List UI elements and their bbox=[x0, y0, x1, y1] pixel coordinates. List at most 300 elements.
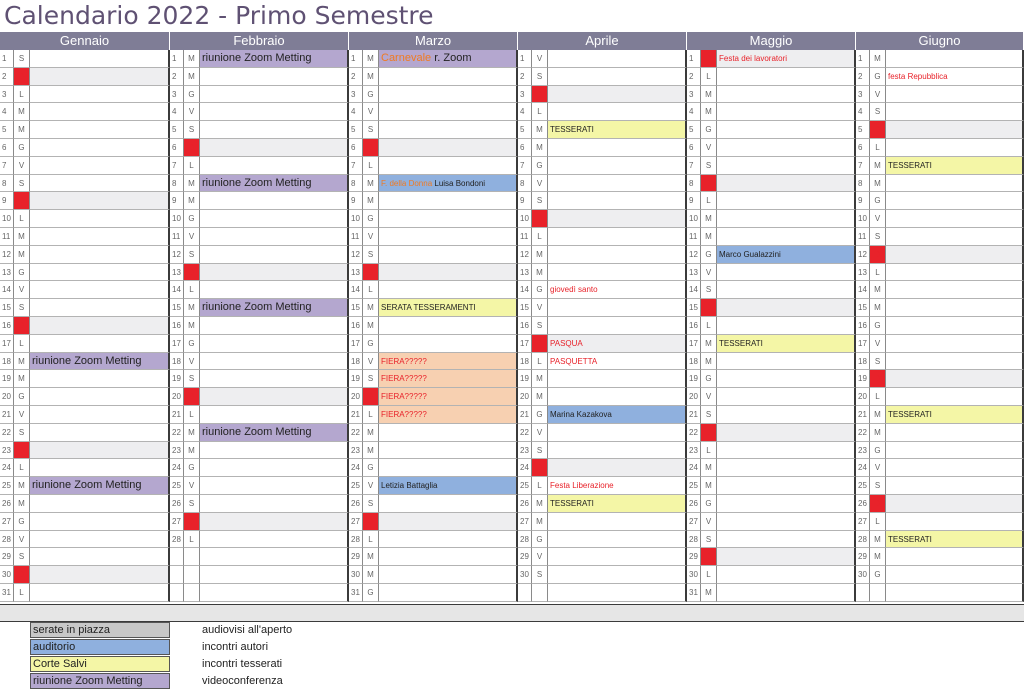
weekday-letter bbox=[870, 584, 886, 602]
day-number: 26 bbox=[349, 495, 363, 513]
event-text: FIERA????? bbox=[381, 356, 427, 366]
event-text: FIERA????? bbox=[381, 374, 427, 384]
weekday-letter: M bbox=[532, 388, 548, 406]
weekday-letter: M bbox=[363, 50, 379, 68]
day-cell[interactable] bbox=[548, 584, 687, 602]
event-cell[interactable] bbox=[548, 477, 687, 495]
day-cell[interactable] bbox=[548, 370, 687, 388]
weekday-letter: M bbox=[701, 335, 717, 353]
day-cell[interactable] bbox=[717, 406, 856, 424]
day-cell[interactable] bbox=[548, 299, 687, 317]
day-cell[interactable] bbox=[200, 192, 349, 210]
day-number: 16 bbox=[856, 317, 870, 335]
weekday-letter: M bbox=[14, 477, 30, 495]
day-cell[interactable] bbox=[548, 531, 687, 549]
day-cell[interactable] bbox=[886, 121, 1024, 139]
day-cell[interactable] bbox=[30, 566, 170, 584]
day-cell[interactable] bbox=[548, 86, 687, 104]
weekday-letter: M bbox=[532, 139, 548, 157]
weekday-letter: M bbox=[701, 103, 717, 121]
day-cell[interactable] bbox=[548, 459, 687, 477]
day-number: 4 bbox=[170, 103, 184, 121]
day-cell[interactable] bbox=[717, 86, 856, 104]
day-number: 19 bbox=[687, 370, 701, 388]
day-cell[interactable] bbox=[30, 103, 170, 121]
day-number: 27 bbox=[349, 513, 363, 531]
day-cell[interactable] bbox=[886, 495, 1024, 513]
event-cell[interactable] bbox=[717, 335, 856, 353]
day-cell[interactable] bbox=[379, 121, 518, 139]
day-cell[interactable] bbox=[886, 584, 1024, 602]
day-cell[interactable] bbox=[379, 459, 518, 477]
day-cell[interactable] bbox=[717, 175, 856, 193]
day-cell[interactable] bbox=[717, 353, 856, 371]
weekday-letter: S bbox=[532, 566, 548, 584]
event-cell[interactable] bbox=[200, 175, 349, 193]
day-cell[interactable] bbox=[548, 566, 687, 584]
day-number: 29 bbox=[349, 548, 363, 566]
day-cell[interactable] bbox=[200, 228, 349, 246]
day-cell[interactable] bbox=[30, 121, 170, 139]
weekday-letter: S bbox=[701, 531, 717, 549]
day-cell[interactable] bbox=[200, 388, 349, 406]
day-number: 2 bbox=[687, 68, 701, 86]
weekday-letter: V bbox=[14, 157, 30, 175]
weekday-letter: S bbox=[14, 424, 30, 442]
day-cell[interactable] bbox=[379, 86, 518, 104]
day-number: 17 bbox=[170, 335, 184, 353]
day-cell[interactable] bbox=[717, 264, 856, 282]
day-cell[interactable] bbox=[717, 281, 856, 299]
day-cell[interactable] bbox=[30, 281, 170, 299]
event-cell[interactable] bbox=[200, 299, 349, 317]
day-cell[interactable] bbox=[717, 459, 856, 477]
event-text: PASQUA bbox=[550, 338, 583, 348]
day-cell[interactable] bbox=[200, 566, 349, 584]
event-cell[interactable] bbox=[379, 175, 518, 193]
day-number: 1 bbox=[518, 50, 532, 68]
weekday-letter: V bbox=[14, 406, 30, 424]
weekday-letter: M bbox=[363, 299, 379, 317]
day-cell[interactable] bbox=[886, 353, 1024, 371]
weekday-letter: M bbox=[363, 442, 379, 460]
weekday-letter: V bbox=[532, 424, 548, 442]
event-cell[interactable] bbox=[548, 353, 687, 371]
day-cell[interactable] bbox=[379, 442, 518, 460]
day-number: 27 bbox=[687, 513, 701, 531]
event-cell[interactable] bbox=[548, 495, 687, 513]
event-text: TESSERATI bbox=[550, 125, 594, 135]
day-cell[interactable] bbox=[200, 353, 349, 371]
day-cell[interactable] bbox=[548, 264, 687, 282]
event-cell[interactable] bbox=[548, 335, 687, 353]
day-number: 26 bbox=[518, 495, 532, 513]
day-cell[interactable] bbox=[379, 139, 518, 157]
day-number: 15 bbox=[349, 299, 363, 317]
event-cell[interactable] bbox=[548, 406, 687, 424]
day-cell[interactable] bbox=[30, 139, 170, 157]
day-cell[interactable] bbox=[379, 264, 518, 282]
event-cell[interactable] bbox=[886, 406, 1024, 424]
day-cell[interactable] bbox=[886, 335, 1024, 353]
day-number: 21 bbox=[856, 406, 870, 424]
day-cell[interactable] bbox=[30, 210, 170, 228]
weekday-letter: L bbox=[701, 566, 717, 584]
day-number: 7 bbox=[170, 157, 184, 175]
day-cell[interactable] bbox=[200, 459, 349, 477]
day-cell[interactable] bbox=[30, 157, 170, 175]
day-number: 24 bbox=[0, 459, 14, 477]
day-number: 11 bbox=[518, 228, 532, 246]
day-cell[interactable] bbox=[548, 210, 687, 228]
day-cell[interactable] bbox=[379, 424, 518, 442]
day-cell[interactable] bbox=[717, 103, 856, 121]
day-cell[interactable] bbox=[30, 299, 170, 317]
day-cell[interactable] bbox=[200, 406, 349, 424]
day-cell[interactable] bbox=[200, 139, 349, 157]
day-cell[interactable] bbox=[30, 192, 170, 210]
day-cell[interactable] bbox=[200, 548, 349, 566]
event-cell[interactable] bbox=[379, 353, 518, 371]
weekday-letter bbox=[184, 584, 200, 602]
legend-description: videoconferenza bbox=[202, 675, 283, 687]
day-cell[interactable] bbox=[30, 513, 170, 531]
day-cell[interactable] bbox=[379, 68, 518, 86]
day-cell[interactable] bbox=[379, 157, 518, 175]
weekday-letter: G bbox=[701, 121, 717, 139]
weekday-letter: M bbox=[14, 370, 30, 388]
event-cell[interactable] bbox=[379, 388, 518, 406]
day-number: 19 bbox=[349, 370, 363, 388]
weekday-letter: V bbox=[701, 513, 717, 531]
day-cell[interactable] bbox=[886, 442, 1024, 460]
day-number: 4 bbox=[349, 103, 363, 121]
day-cell[interactable] bbox=[379, 531, 518, 549]
day-cell[interactable] bbox=[717, 228, 856, 246]
day-cell[interactable] bbox=[717, 210, 856, 228]
weekday-letter: L bbox=[363, 531, 379, 549]
day-number bbox=[170, 566, 184, 584]
day-number: 4 bbox=[687, 103, 701, 121]
day-cell[interactable] bbox=[200, 246, 349, 264]
day-cell[interactable] bbox=[886, 86, 1024, 104]
day-cell[interactable] bbox=[717, 192, 856, 210]
day-cell[interactable] bbox=[200, 335, 349, 353]
day-cell[interactable] bbox=[886, 50, 1024, 68]
day-cell[interactable] bbox=[30, 495, 170, 513]
weekday-letter: D bbox=[532, 210, 548, 228]
event-cell[interactable] bbox=[379, 370, 518, 388]
day-cell[interactable] bbox=[379, 584, 518, 602]
weekday-letter: V bbox=[870, 86, 886, 104]
day-cell[interactable] bbox=[30, 228, 170, 246]
day-cell[interactable] bbox=[886, 228, 1024, 246]
day-cell[interactable] bbox=[200, 495, 349, 513]
day-cell[interactable] bbox=[548, 103, 687, 121]
day-cell[interactable] bbox=[548, 548, 687, 566]
day-cell[interactable] bbox=[200, 281, 349, 299]
legend-label: auditorio bbox=[30, 639, 170, 655]
day-cell[interactable] bbox=[717, 495, 856, 513]
day-cell[interactable] bbox=[886, 548, 1024, 566]
day-cell[interactable] bbox=[200, 442, 349, 460]
day-cell[interactable] bbox=[30, 86, 170, 104]
event-cell[interactable] bbox=[379, 299, 518, 317]
day-number: 23 bbox=[856, 442, 870, 460]
weekday-letter: V bbox=[532, 50, 548, 68]
day-cell[interactable] bbox=[548, 317, 687, 335]
day-number: 14 bbox=[0, 281, 14, 299]
weekday-letter: L bbox=[532, 228, 548, 246]
weekday-letter: V bbox=[184, 353, 200, 371]
day-cell[interactable] bbox=[379, 335, 518, 353]
weekday-letter: L bbox=[184, 157, 200, 175]
day-cell[interactable] bbox=[379, 495, 518, 513]
day-cell[interactable] bbox=[717, 424, 856, 442]
day-cell[interactable] bbox=[30, 442, 170, 460]
event-text: Marco Gualazzini bbox=[719, 249, 781, 259]
day-cell[interactable] bbox=[548, 139, 687, 157]
day-cell[interactable] bbox=[717, 370, 856, 388]
event-cell[interactable] bbox=[30, 477, 170, 495]
day-cell[interactable] bbox=[379, 228, 518, 246]
day-cell[interactable] bbox=[717, 584, 856, 602]
weekday-letter: M bbox=[870, 50, 886, 68]
day-cell[interactable] bbox=[200, 513, 349, 531]
weekday-letter: M bbox=[363, 566, 379, 584]
weekday-letter: V bbox=[184, 477, 200, 495]
day-cell[interactable] bbox=[717, 317, 856, 335]
day-cell[interactable] bbox=[200, 264, 349, 282]
day-cell[interactable] bbox=[30, 335, 170, 353]
day-number: 22 bbox=[687, 424, 701, 442]
day-cell[interactable] bbox=[200, 531, 349, 549]
day-cell[interactable] bbox=[886, 566, 1024, 584]
day-number: 8 bbox=[856, 175, 870, 193]
day-number: 15 bbox=[170, 299, 184, 317]
day-cell[interactable] bbox=[379, 246, 518, 264]
event-cell[interactable] bbox=[886, 157, 1024, 175]
day-cell[interactable] bbox=[379, 281, 518, 299]
day-cell[interactable] bbox=[200, 68, 349, 86]
day-cell[interactable] bbox=[30, 548, 170, 566]
day-number: 16 bbox=[170, 317, 184, 335]
day-cell[interactable] bbox=[200, 317, 349, 335]
event-cell[interactable] bbox=[379, 50, 518, 68]
day-cell[interactable] bbox=[886, 388, 1024, 406]
day-cell[interactable] bbox=[886, 192, 1024, 210]
day-cell[interactable] bbox=[886, 210, 1024, 228]
weekday-letter: M bbox=[870, 424, 886, 442]
day-cell[interactable] bbox=[717, 477, 856, 495]
event-cell[interactable] bbox=[548, 281, 687, 299]
day-number: 3 bbox=[856, 86, 870, 104]
weekday-letter: D bbox=[184, 264, 200, 282]
day-number: 24 bbox=[349, 459, 363, 477]
day-cell[interactable] bbox=[717, 548, 856, 566]
day-cell[interactable] bbox=[886, 513, 1024, 531]
day-cell[interactable] bbox=[548, 246, 687, 264]
event-cell[interactable] bbox=[717, 50, 856, 68]
day-number: 19 bbox=[856, 370, 870, 388]
event-cell[interactable] bbox=[548, 121, 687, 139]
day-number: 21 bbox=[0, 406, 14, 424]
day-cell[interactable] bbox=[717, 566, 856, 584]
day-cell[interactable] bbox=[717, 121, 856, 139]
weekday-letter: L bbox=[14, 335, 30, 353]
day-number: 28 bbox=[170, 531, 184, 549]
weekday-letter: M bbox=[870, 281, 886, 299]
day-cell[interactable] bbox=[200, 477, 349, 495]
event-cell[interactable] bbox=[379, 406, 518, 424]
weekday-letter: G bbox=[14, 513, 30, 531]
event-cell[interactable] bbox=[200, 424, 349, 442]
day-cell[interactable] bbox=[379, 103, 518, 121]
day-cell[interactable] bbox=[379, 548, 518, 566]
day-cell[interactable] bbox=[30, 264, 170, 282]
weekday-letter: G bbox=[184, 210, 200, 228]
event-cell[interactable] bbox=[379, 477, 518, 495]
day-cell[interactable] bbox=[717, 68, 856, 86]
day-cell[interactable] bbox=[548, 442, 687, 460]
day-cell[interactable] bbox=[886, 477, 1024, 495]
day-cell[interactable] bbox=[200, 121, 349, 139]
weekday-letter: V bbox=[870, 335, 886, 353]
day-cell[interactable] bbox=[717, 388, 856, 406]
day-cell[interactable] bbox=[379, 210, 518, 228]
day-cell[interactable] bbox=[30, 584, 170, 602]
day-number: 28 bbox=[0, 531, 14, 549]
weekday-letter: M bbox=[532, 264, 548, 282]
weekday-letter: L bbox=[184, 406, 200, 424]
weekday-letter: L bbox=[184, 531, 200, 549]
day-number: 1 bbox=[856, 50, 870, 68]
weekday-letter: L bbox=[14, 584, 30, 602]
weekday-letter: L bbox=[701, 442, 717, 460]
day-cell[interactable] bbox=[30, 68, 170, 86]
day-cell[interactable] bbox=[200, 584, 349, 602]
weekday-letter: L bbox=[363, 157, 379, 175]
day-number: 27 bbox=[170, 513, 184, 531]
day-cell[interactable] bbox=[30, 388, 170, 406]
day-cell[interactable] bbox=[548, 157, 687, 175]
day-cell[interactable] bbox=[717, 442, 856, 460]
day-cell[interactable] bbox=[30, 317, 170, 335]
day-cell[interactable] bbox=[30, 370, 170, 388]
day-cell[interactable] bbox=[717, 157, 856, 175]
day-number: 28 bbox=[518, 531, 532, 549]
day-cell[interactable] bbox=[886, 317, 1024, 335]
day-cell[interactable] bbox=[717, 139, 856, 157]
weekday-letter: D bbox=[184, 388, 200, 406]
weekday-letter bbox=[532, 584, 548, 602]
day-cell[interactable] bbox=[200, 210, 349, 228]
day-cell[interactable] bbox=[717, 513, 856, 531]
day-cell[interactable] bbox=[886, 103, 1024, 121]
day-cell[interactable] bbox=[886, 424, 1024, 442]
day-cell[interactable] bbox=[30, 175, 170, 193]
event-cell[interactable] bbox=[886, 531, 1024, 549]
event-text: TESSERATI bbox=[719, 338, 763, 348]
day-number: 28 bbox=[856, 531, 870, 549]
day-cell[interactable] bbox=[548, 228, 687, 246]
day-cell[interactable] bbox=[886, 459, 1024, 477]
event-cell[interactable] bbox=[886, 68, 1024, 86]
day-cell[interactable] bbox=[30, 246, 170, 264]
day-number: 10 bbox=[518, 210, 532, 228]
weekday-letter: S bbox=[184, 246, 200, 264]
weekday-letter: G bbox=[184, 459, 200, 477]
day-cell[interactable] bbox=[379, 317, 518, 335]
day-number: 4 bbox=[0, 103, 14, 121]
day-cell[interactable] bbox=[30, 50, 170, 68]
weekday-letter: M bbox=[363, 192, 379, 210]
day-cell[interactable] bbox=[548, 513, 687, 531]
day-number: 7 bbox=[349, 157, 363, 175]
weekday-letter: L bbox=[701, 317, 717, 335]
day-cell[interactable] bbox=[886, 281, 1024, 299]
event-cell[interactable] bbox=[717, 246, 856, 264]
event-text: SERATA TESSERAMENTI bbox=[381, 303, 476, 313]
day-number: 11 bbox=[856, 228, 870, 246]
day-cell[interactable] bbox=[200, 370, 349, 388]
day-cell[interactable] bbox=[886, 370, 1024, 388]
day-cell[interactable] bbox=[379, 513, 518, 531]
day-number: 30 bbox=[687, 566, 701, 584]
day-cell[interactable] bbox=[548, 424, 687, 442]
day-cell[interactable] bbox=[548, 175, 687, 193]
day-cell[interactable] bbox=[30, 459, 170, 477]
day-number: 20 bbox=[170, 388, 184, 406]
day-number: 26 bbox=[170, 495, 184, 513]
day-cell[interactable] bbox=[379, 192, 518, 210]
day-cell[interactable] bbox=[30, 424, 170, 442]
day-cell[interactable] bbox=[717, 531, 856, 549]
day-cell[interactable] bbox=[30, 406, 170, 424]
day-number: 29 bbox=[856, 548, 870, 566]
weekday-letter: M bbox=[532, 495, 548, 513]
day-cell[interactable] bbox=[886, 246, 1024, 264]
day-number: 2 bbox=[170, 68, 184, 86]
day-cell[interactable] bbox=[379, 566, 518, 584]
weekday-letter: G bbox=[532, 281, 548, 299]
event-text: riunione Zoom Metting bbox=[32, 354, 142, 367]
event-cell[interactable] bbox=[200, 50, 349, 68]
day-cell[interactable] bbox=[886, 139, 1024, 157]
day-cell[interactable] bbox=[548, 68, 687, 86]
day-cell[interactable] bbox=[886, 299, 1024, 317]
month-header-marzo: Marzo bbox=[349, 32, 518, 50]
day-cell[interactable] bbox=[200, 86, 349, 104]
day-cell[interactable] bbox=[30, 531, 170, 549]
day-number: 14 bbox=[170, 281, 184, 299]
event-cell[interactable] bbox=[30, 353, 170, 371]
weekday-letter: L bbox=[532, 103, 548, 121]
day-cell[interactable] bbox=[200, 157, 349, 175]
day-cell[interactable] bbox=[200, 103, 349, 121]
day-cell[interactable] bbox=[886, 264, 1024, 282]
day-cell[interactable] bbox=[548, 192, 687, 210]
day-number: 31 bbox=[349, 584, 363, 602]
day-cell[interactable] bbox=[548, 50, 687, 68]
event-text: Letizia Battaglia bbox=[381, 481, 438, 491]
day-cell[interactable] bbox=[548, 388, 687, 406]
weekday-letter: D bbox=[701, 50, 717, 68]
day-cell[interactable] bbox=[886, 175, 1024, 193]
day-cell[interactable] bbox=[717, 299, 856, 317]
day-number: 7 bbox=[856, 157, 870, 175]
day-number: 24 bbox=[687, 459, 701, 477]
